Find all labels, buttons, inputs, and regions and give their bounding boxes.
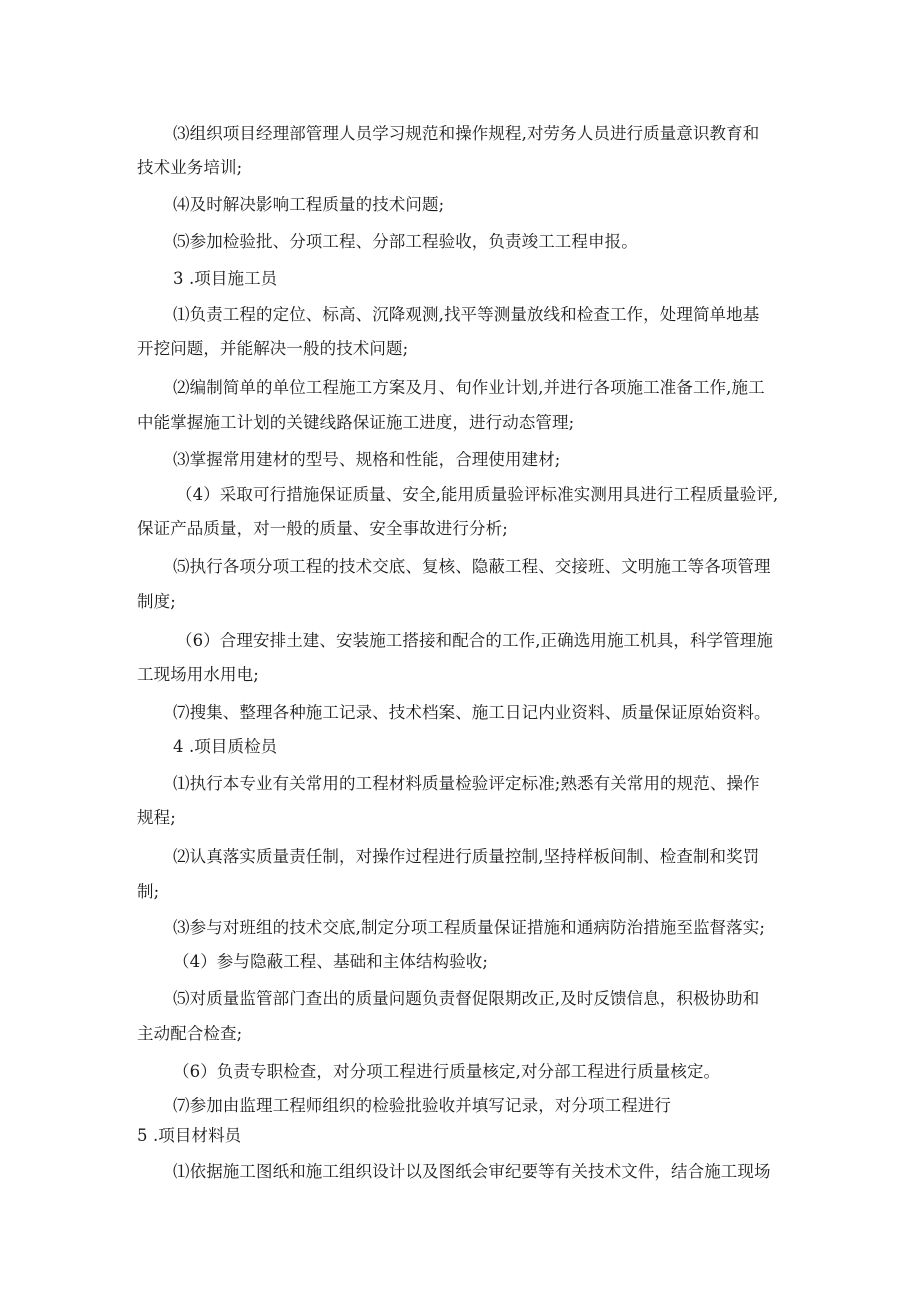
text-line: ⑶参与对班组的技术交底,制定分项工程质量保证措施和通病防治措施至监督落实;: [173, 918, 766, 937]
text-line: ⑵认真落实质量责任制，对操作过程进行质量控制,坚持样板间制、检查制和奖罚: [173, 847, 760, 866]
text-line: 主动配合检查;: [137, 1024, 243, 1043]
text-line: （6）负责专职检查，对分项工程进行质量核定,对分部工程进行质量核定。: [173, 1062, 721, 1081]
text-line: ⑴负责工程的定位、标高、沉降观测,找平等测量放线和检查工作，处理简单地基: [173, 305, 760, 324]
text-line: ⑸参加检验批、分项工程、分部工程验收，负责竣工工程申报。: [173, 232, 638, 251]
section-heading: 3 .项目施工员: [173, 269, 278, 288]
section-heading: 4 .项目质检员: [173, 737, 278, 756]
text-line: ⑵编制简单的单位工程施工方案及月、旬作业计划,并进行各项施工准备工作,施工: [173, 378, 765, 397]
text-line: ⑺搜集、整理各种施工记录、技术档案、施工日记内业资料、质量保证原始资料。: [173, 703, 771, 722]
text-line: 开挖问题，并能解决一般的技术问题;: [137, 339, 409, 358]
text-line: 技术业务培训;: [137, 158, 243, 177]
text-line: 规程;: [137, 808, 176, 827]
text-line: 制;: [137, 882, 160, 901]
text-line: ⑸执行各项分项工程的技术交底、复核、隐蔽工程、交接班、文明施工等各项管理: [173, 557, 771, 576]
section-heading: 5 .项目材料员: [137, 1126, 242, 1145]
text-line: ⑶掌握常用建材的型号、规格和性能，合理使用建材;: [173, 450, 561, 469]
text-line: 工现场用水用电;: [137, 665, 259, 684]
text-line: 中能掌握施工计划的关键线路保证施工进度，进行动态管理;: [137, 413, 575, 432]
text-line: ⑸对质量监管部门查出的质量问题负责督促限期改正,及时反馈信息，积极协助和: [173, 989, 760, 1008]
text-line: ⑴依据施工图纸和施工组织设计以及图纸会审纪要等有关技术文件，结合施工现场: [173, 1162, 771, 1181]
text-line: ⑺参加由监理工程师组织的检验批验收并填写记录，对分项工程进行: [173, 1096, 671, 1115]
text-line: （6）合理安排土建、安装施工搭接和配合的工作,正确选用施工机具，科学管理施: [176, 631, 773, 650]
text-line: 保证产品质量，对一般的质量、安全事故进行分析;: [137, 519, 508, 538]
text-line: ⑴执行本专业有关常用的工程材料质量检验评定标准;熟悉有关常用的规范、操作: [173, 774, 760, 793]
text-line: （4）采取可行措施保证质量、安全,能用质量验评标准实测用具进行工程质量验评,: [176, 485, 779, 504]
text-line: ⑶组织项目经理部管理人员学习规范和操作规程,对劳务人员进行质量意识教育和: [173, 124, 760, 143]
text-line: （4）参与隐蔽工程、基础和主体结构验收;: [173, 952, 489, 971]
text-line: 制度;: [137, 592, 176, 611]
text-line: ⑷及时解决影响工程质量的技术问题;: [173, 195, 445, 214]
